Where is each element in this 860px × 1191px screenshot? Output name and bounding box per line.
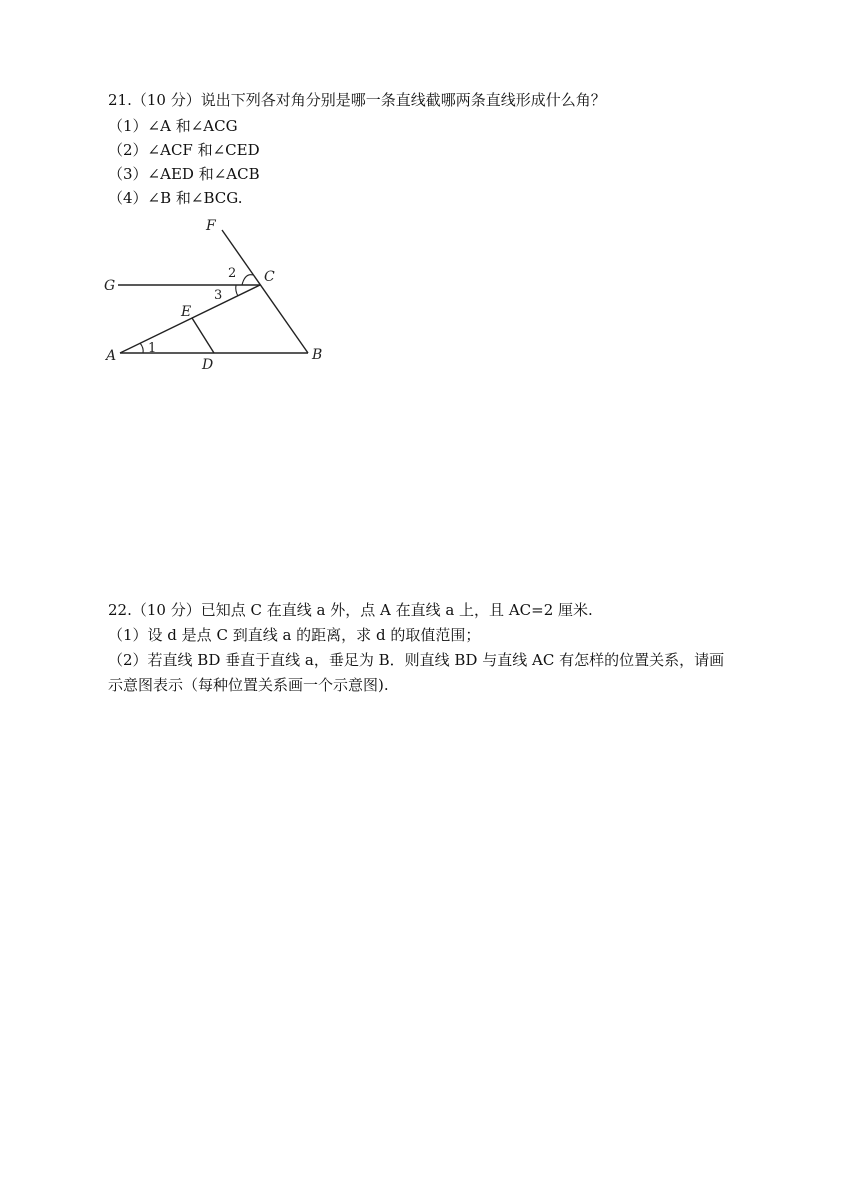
question-21-item-4: （4）∠B 和∠BCG. (108, 189, 243, 207)
label-angle-1: 1 (148, 341, 157, 356)
label-a: A (106, 348, 117, 364)
label-e: E (181, 304, 192, 320)
line-fb (222, 230, 308, 353)
label-angle-2: 2 (228, 266, 237, 281)
question-22-title: 22.（10 分）已知点 C 在直线 a 外，点 A 在直线 a 上，且 AC=2 厘米. (108, 601, 593, 619)
question-21-title: 21.（10 分）说出下列各对角分别是哪一条直线截哪两条直线形成什么角？ (108, 91, 606, 109)
label-g: G (104, 278, 116, 294)
question-21-item-3: （3）∠AED 和∠ACB (108, 165, 260, 183)
question-21-item-1: （1）∠A 和∠ACG (108, 117, 238, 135)
angle-2-arc (242, 275, 253, 285)
label-d: D (202, 357, 214, 373)
label-c: C (264, 269, 275, 285)
line-ed (192, 318, 214, 353)
label-angle-3: 3 (214, 288, 223, 303)
angle-1-arc (140, 343, 143, 353)
question-22-item-2: （2）若直线 BD 垂直于直线 a，垂足为 B．则直线 BD 与直线 AC 有怎样的位置关系，请画 (108, 651, 725, 669)
label-b: B (312, 347, 323, 363)
question-22-item-2-continued: 示意图表示（每种位置关系画一个示意图). (108, 676, 389, 694)
geometry-figure (100, 212, 340, 377)
question-21-item-2: （2）∠ACF 和∠CED (108, 141, 260, 159)
label-f: F (206, 218, 216, 234)
question-22-item-1: （1）设 d 是点 C 到直线 a 的距离，求 d 的取值范围； (108, 626, 481, 644)
angle-3-arc (236, 285, 238, 296)
